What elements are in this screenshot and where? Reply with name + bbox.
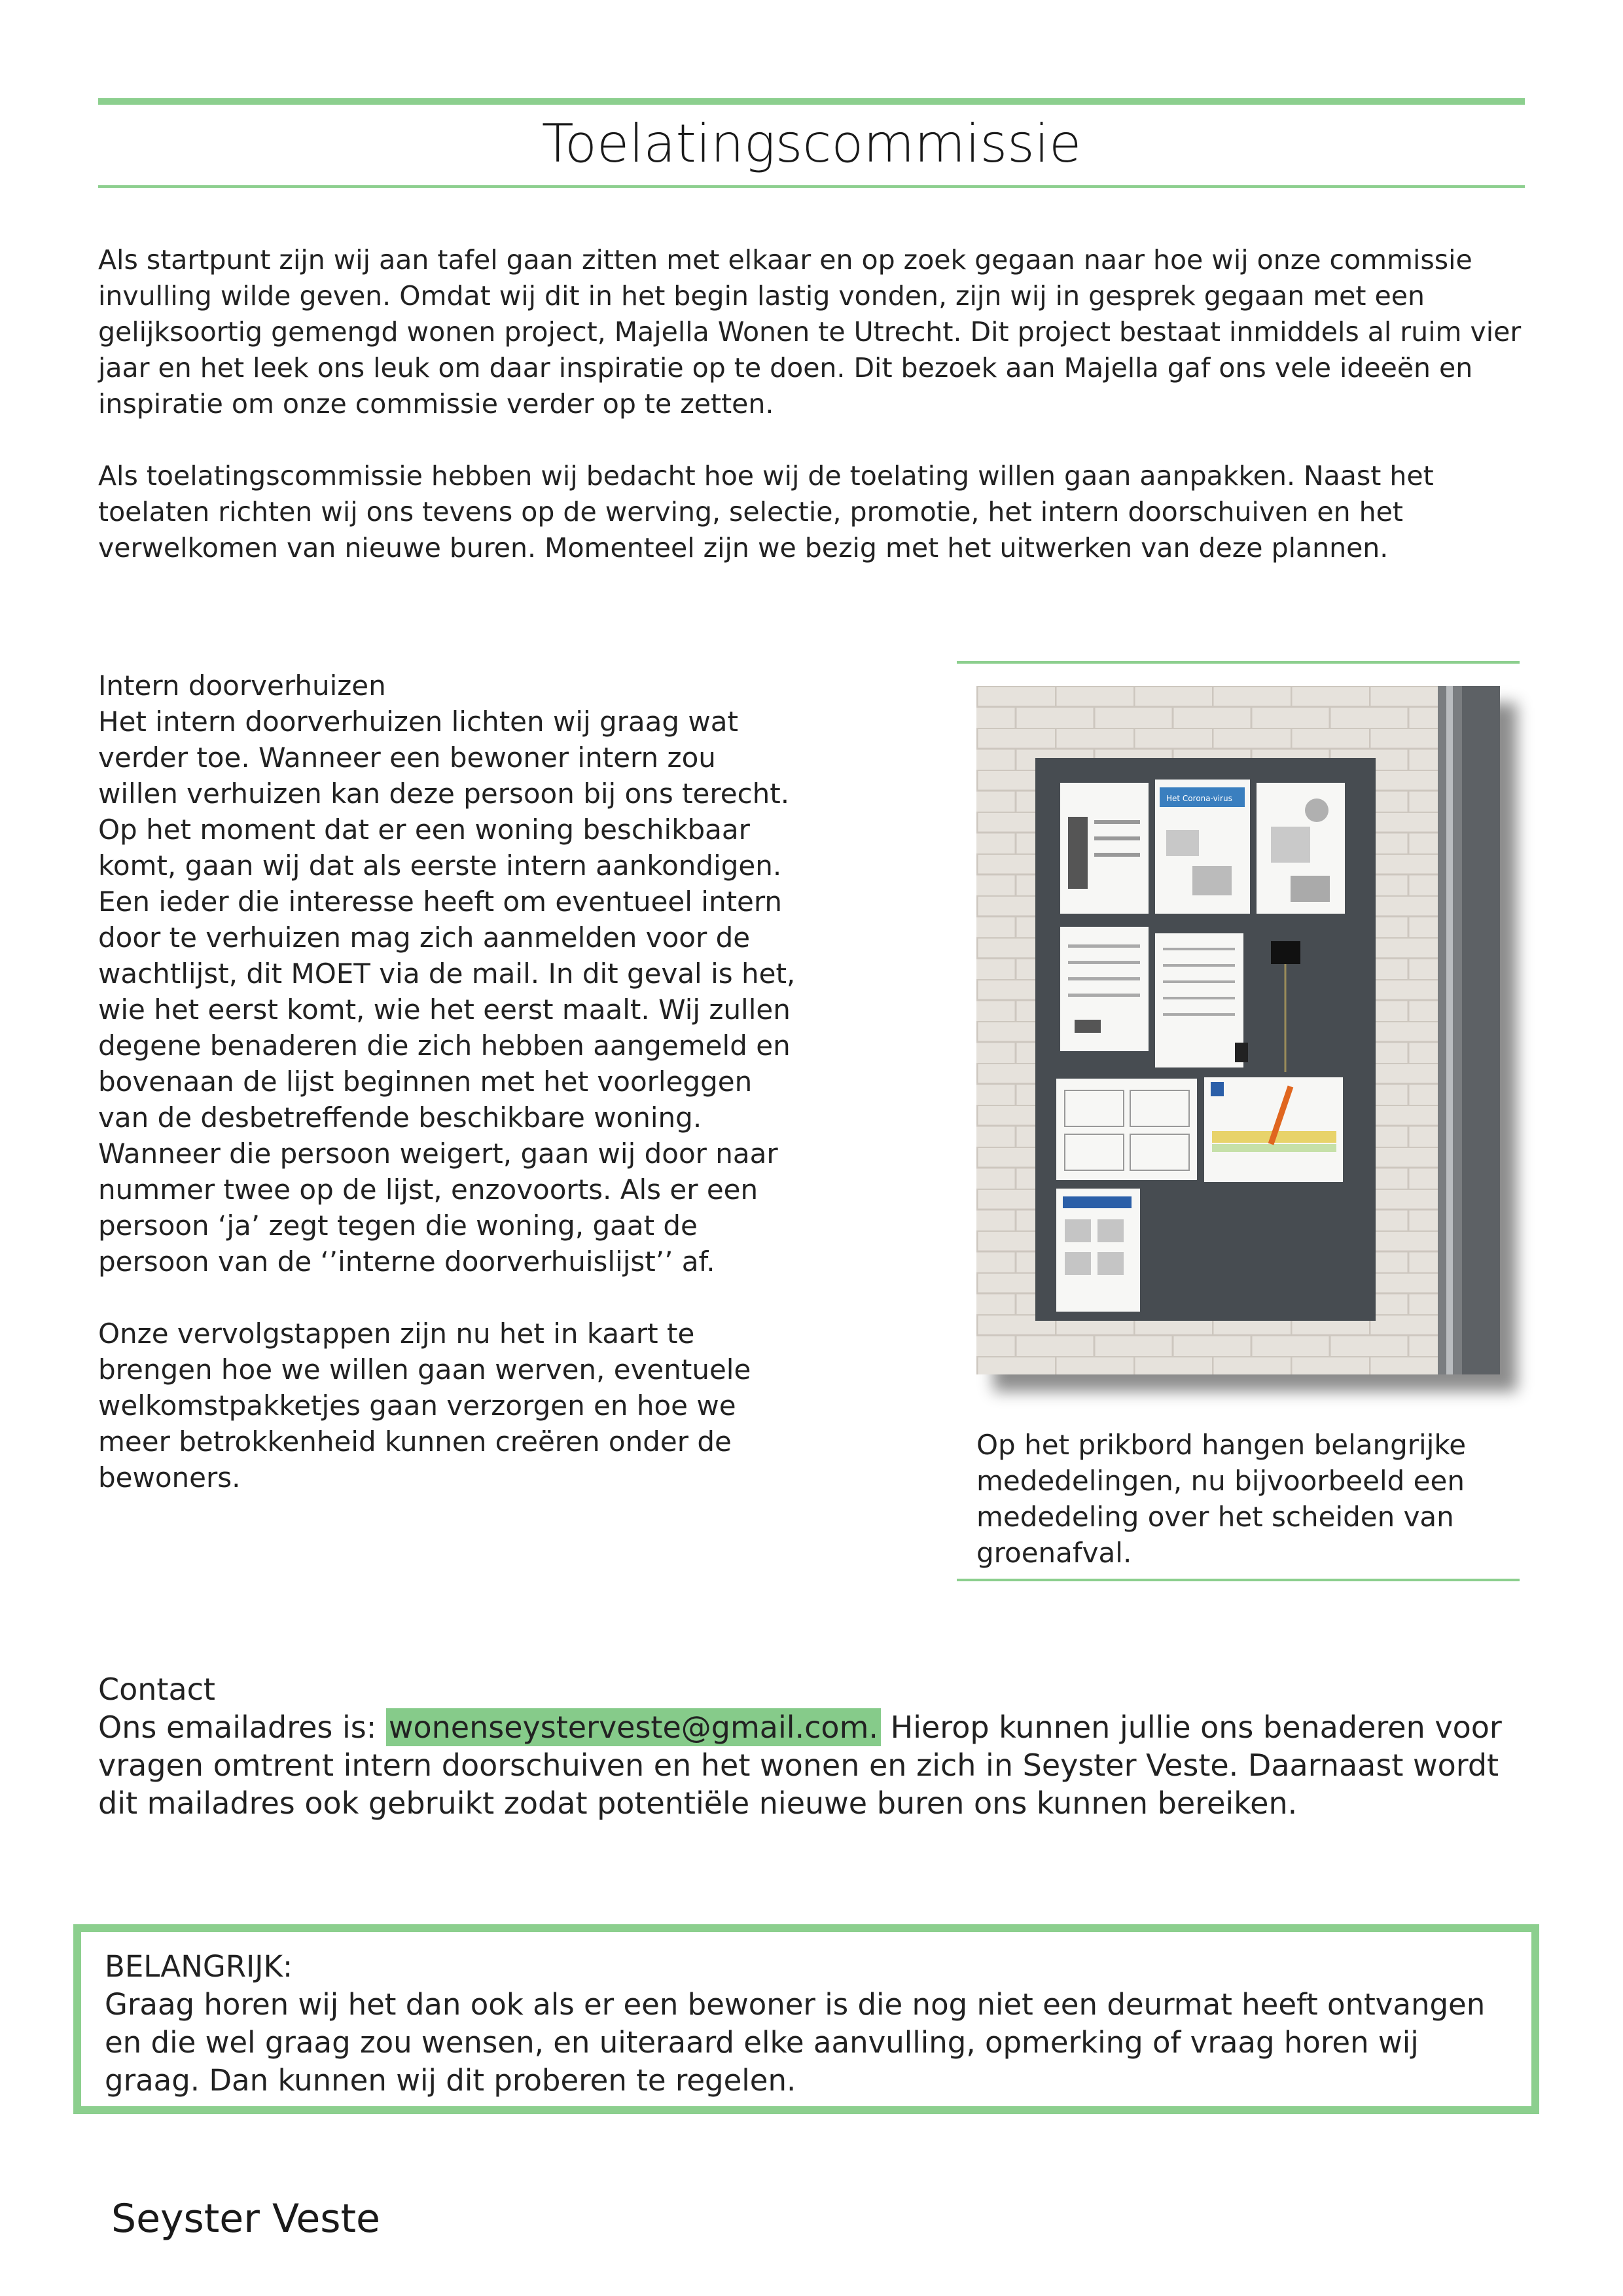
intro-paragraph-1: Als startpunt zijn wij aan tafel gaan zitten met elkaar en op zoek gegaan naar hoe wij onze commissie invulling wilde geven. Omdat wij dit in het begin lastig vonden, zijn wij in gesprek gegaan met een gelijksoortig gemengd wonen project, Majella Wonen te Utrecht. Dit project bestaat inmiddels al ruim vier jaar en het leek ons leuk om daar inspiratie op te doen. Dit bezoek aan Majella gaf ons vele ideeën en inspiratie om onze commissie verder op te zetten. [98,244,1522,420]
intern-heading: Intern doorverhuizen [98,670,386,702]
title-top-rule [98,98,1525,105]
contact-heading: Contact [98,1672,215,1707]
contact-prefix: Ons emailadres is: [98,1710,386,1745]
contact-email-link[interactable]: wonenseysterveste@gmail.com. [386,1708,881,1746]
contact-suffix: Hierop kunnen jullie ons benaderen voor vragen omtrent intern doorschuiven en het wonen en zich in Seyster Veste. Daarnaast wordt dit mailadres ook gebruikt zodat potentiële nieuwe buren ons kunnen bereiken. [98,1710,1502,1821]
notice-body: Graag horen wij het dan ook als er een bewoner is die nog niet een deurmat heeft ontvangen en die wel graag zou wensen, en uiteraard elke aanvulling, opmerking of vraag horen wij graag. Dan kunnen wij dit proberen te regelen. [105,1987,1486,2098]
intro-paragraph-2: Als toelatingscommissie hebben wij bedacht hoe wij de toelating willen gaan aanpakken. Naast het toelaten richten wij ons tevens op de werving, selectie, promotie, het intern doorschuiven en het verwelkomen van nieuwe buren. Momenteel zijn we bezig met het uitwerken van deze plannen. [98,460,1434,564]
footer-brand: Seyster Veste [111,2196,380,2242]
bulletin-board-photo [976,686,1500,1374]
intern-body: Het intern doorverhuizen lichten wij graag wat verder toe. Wanneer een bewoner intern zou willen verhuizen kan deze persoon bij ons terecht. Op het moment dat er een woning beschikbaar komt, gaan wij dat als eerste intern aankondigen. Een ieder die interesse heeft om eventueel intern door te verhuizen mag zich aanmelden voor de wachtlijst, dit MOET via de mail. In dit geval is het, wie het eerst komt, wie het eerst maalt. Wij zullen degene benaderen die zich hebben aangemeld en bovenaan de lijst beginnen met het voorleggen van de desbetreffende beschikbare woning. Wanneer die persoon weigert, gaan wij door naar nummer twee op de lijst, enzovoorts. Als er een persoon ‘ja’ zegt tegen die woning, gaat de persoon van de ‘’interne doorverhuislijst’’ af. [98,706,796,1278]
contact-section [98,1670,1531,1822]
poster-title-text: Het Corona-virus [1166,794,1232,803]
intern-doorverhuizen-section [98,668,798,1496]
photo-top-rule [957,661,1520,664]
important-notice-box [73,1924,1539,2114]
photo-caption: Op het prikbord hangen belangrijke mededelingen, nu bijvoorbeeld een mededeling over het scheiden van groenafval. [976,1429,1467,1569]
photo-bottom-rule [957,1579,1520,1581]
title-bottom-rule [98,185,1525,188]
intern-next-steps: Onze vervolgstappen zijn nu het in kaart te brengen hoe we willen gaan werven, eventuele welkomstpakketjes gaan verzorgen en hoe we meer betrokkenheid kunnen creëren onder de bewoners. [98,1318,751,1494]
contact-text [98,1708,1531,1822]
notice-heading: BELANGRIJK: [105,1949,293,1984]
page-title: Toelatingscommissie [541,113,1082,174]
